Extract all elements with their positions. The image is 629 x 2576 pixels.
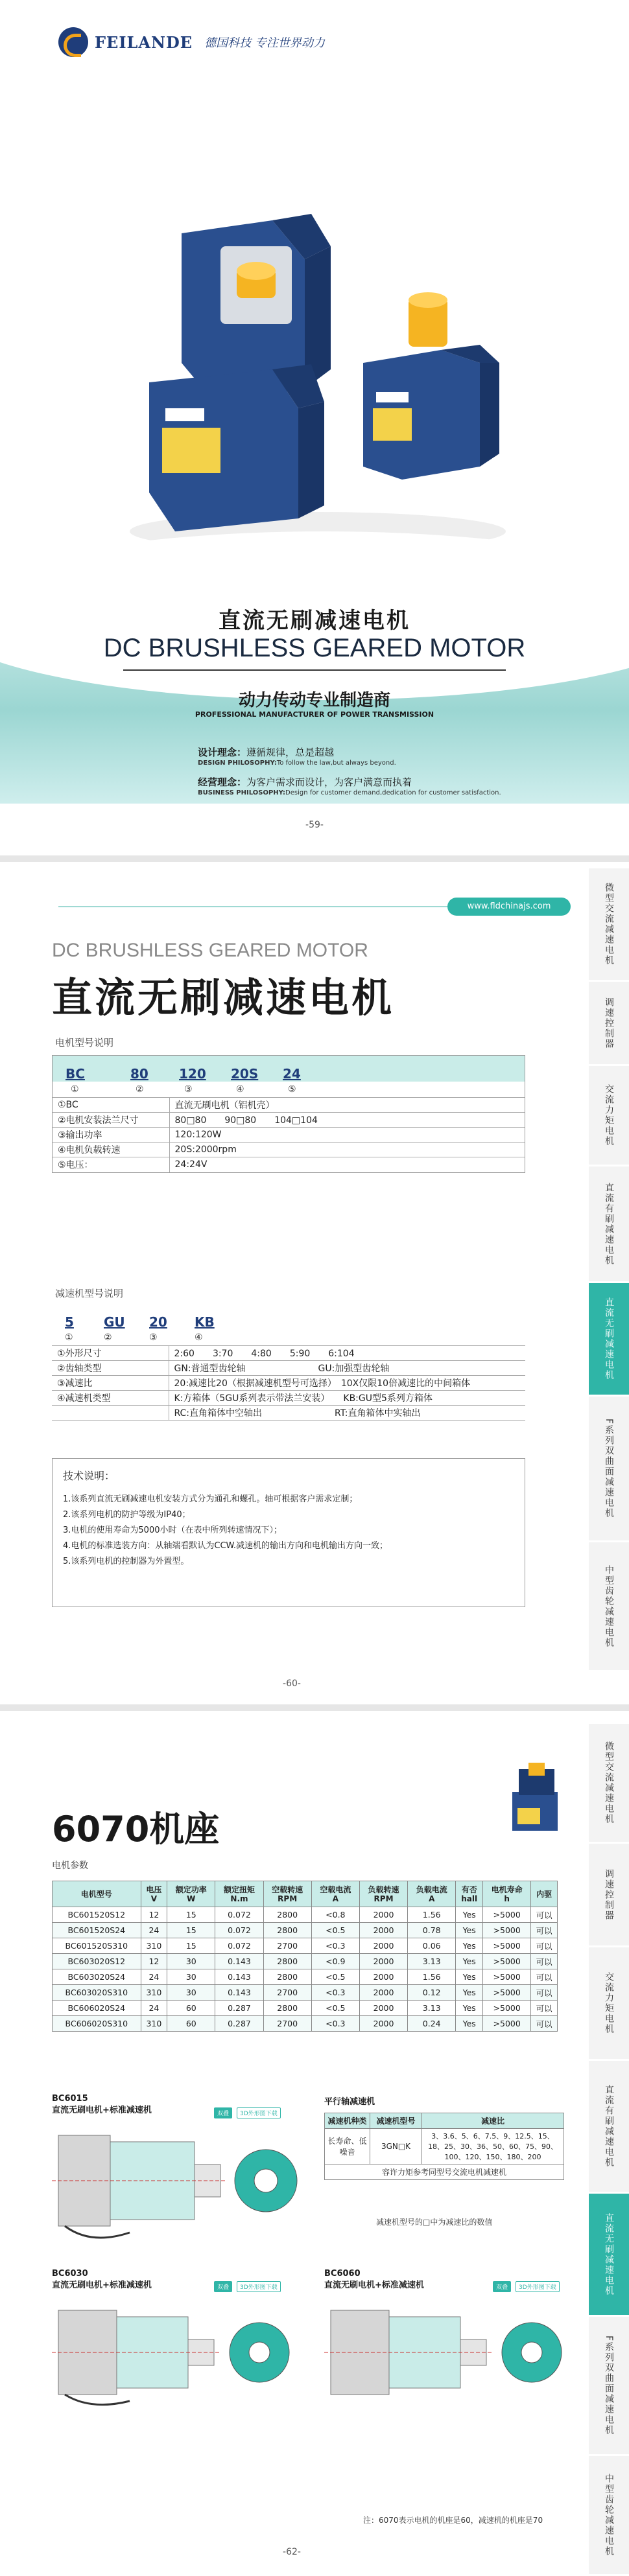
table-cell: >5000 xyxy=(483,1954,531,1969)
motor-product-image xyxy=(117,194,519,557)
diagram-desc: 直流无刷电机+标准减速机 xyxy=(324,2280,424,2290)
table-cell: Yes xyxy=(456,1938,483,1954)
table-row xyxy=(52,1346,525,1361)
diagram-title xyxy=(324,2268,424,2292)
cover-title-cn: 直流无刷减速电机 xyxy=(219,608,410,634)
table-cell: 1.56 xyxy=(408,1907,456,1923)
logo-icon xyxy=(58,27,88,57)
main-slogan xyxy=(0,687,629,711)
table-cell: 2000 xyxy=(359,1907,407,1923)
table-cell: Yes xyxy=(456,2001,483,2016)
row-key: ①外形尺寸 xyxy=(52,1346,169,1361)
table-cell: 0.072 xyxy=(215,1938,263,1954)
col-header: 负载电流 A xyxy=(408,1881,456,1907)
table-cell: 2800 xyxy=(263,1907,311,1923)
table-cell: BC606020S310 xyxy=(53,2016,141,2032)
row-value: 直流无刷电机（铝机壳） xyxy=(169,1098,525,1113)
table-cell: BC606020S24 xyxy=(53,2001,141,2016)
code-index: ④ xyxy=(195,1332,203,1343)
page-number: -60- xyxy=(283,1678,301,1689)
table-cell: <0.3 xyxy=(311,2016,359,2032)
table-cell: >5000 xyxy=(483,1985,531,2001)
page-title: 6070机座 xyxy=(52,1809,220,1850)
table-cell: >5000 xyxy=(483,2001,531,2016)
table-cell: 可以 xyxy=(531,1923,558,1938)
table-row xyxy=(53,1098,525,1113)
table-cell: 30 xyxy=(167,1985,215,2001)
table-row xyxy=(53,1157,525,1172)
side-tab-label: 调速控制器 xyxy=(604,997,614,1049)
motor-code-index xyxy=(53,1082,525,1097)
row-value: 2:60 3:70 4:80 5:90 6:104 xyxy=(169,1346,525,1361)
design-text: 遵循规律，总是超越 xyxy=(246,747,335,758)
business-en-label: BUSINESS PHILOSOPHY: xyxy=(198,789,286,796)
table-header xyxy=(53,1881,558,1907)
row-key xyxy=(52,1406,169,1421)
table-cell: Yes xyxy=(456,1969,483,1985)
row-key: ④减速机类型 xyxy=(52,1391,169,1406)
table-row xyxy=(53,1907,558,1923)
table-cell: 12 xyxy=(141,1954,167,1969)
side-tab-label: 直流无刷减速电机 xyxy=(604,2212,614,2296)
gear-model-box xyxy=(52,1304,525,1421)
table-cell: 1.56 xyxy=(408,1969,456,1985)
brand-slogan: 德国科技 专注世界动力 xyxy=(204,36,325,50)
gear-code: 20 xyxy=(149,1314,167,1330)
row-value: K:方箱体（5GU系列表示带法兰安装） KB:GU型5系列方箱体 xyxy=(169,1391,525,1406)
table-cell: 0.143 xyxy=(215,1969,263,1985)
header-line xyxy=(58,906,447,907)
table-row xyxy=(53,1985,558,2001)
badge-double[interactable]: 双叠 xyxy=(214,2281,232,2292)
table-cell: 0.287 xyxy=(215,2001,263,2016)
table-cell: 24 xyxy=(141,2001,167,2016)
tech-notes xyxy=(52,1458,525,1607)
main-slogan-rest: 专业制造商 xyxy=(306,691,391,710)
table-cell: BC601520S12 xyxy=(53,1907,141,1923)
side-tab-label: 中型齿轮减速电机 xyxy=(604,2474,614,2557)
code-index: ② xyxy=(104,1332,112,1343)
badge-double[interactable]: 双叠 xyxy=(214,2107,232,2118)
heading-en: DC BRUSHLESS GEARED MOTOR xyxy=(52,940,368,961)
table-cell: >5000 xyxy=(483,1907,531,1923)
table-cell: BC601520S310 xyxy=(53,1938,141,1954)
download-3d-button[interactable]: 3D外形图下载 xyxy=(516,2281,560,2292)
table-cell: 0.072 xyxy=(215,1907,263,1923)
table-cell: 310 xyxy=(141,2016,167,2032)
code-index: ① xyxy=(65,1332,73,1343)
col-header: 额定功率 W xyxy=(167,1881,215,1907)
side-tab-active[interactable] xyxy=(589,1283,629,1397)
table-cell: BC601520S24 xyxy=(53,1923,141,1938)
table-cell: 2000 xyxy=(359,1923,407,1938)
table-cell: 2800 xyxy=(263,1969,311,1985)
table-cell: BC603020S24 xyxy=(53,1969,141,1985)
col-header: 减速机种类 xyxy=(325,2113,370,2129)
table-cell: >5000 xyxy=(483,2016,531,2032)
row-value: 24:24V xyxy=(169,1157,525,1172)
table-cell: 可以 xyxy=(531,1985,558,2001)
gear-note: 减速机型号的□中为减速比的数值 xyxy=(376,2218,493,2227)
row-value: 80□80 90□80 104□104 xyxy=(169,1113,525,1128)
motor-code-row xyxy=(53,1056,525,1082)
col-header: 电机寿命 h xyxy=(483,1881,531,1907)
footnote: 注：6070表示电机的机座是60，减速机的机座是70 xyxy=(363,2516,543,2525)
motor-thumbnail xyxy=(499,1763,571,1837)
code-index: ④ xyxy=(236,1084,244,1095)
table-row xyxy=(53,1128,525,1143)
table-cell: 0.287 xyxy=(215,2016,263,2032)
main-slogan-bold: 动力传动 xyxy=(238,691,306,710)
parallel-gear-table xyxy=(324,2113,564,2180)
row-value: RC:直角箱体中空轴出 RT:直角箱体中实轴出 xyxy=(169,1406,525,1421)
table-cell: 2000 xyxy=(359,2016,407,2032)
tech-line: 3.电机的使用寿命为5000小时（在表中所列转速情况下）； xyxy=(63,1526,282,1535)
cell: 长寿命、低噪音 xyxy=(325,2129,370,2164)
table-cell: 2800 xyxy=(263,2001,311,2016)
table-cell: 可以 xyxy=(531,1938,558,1954)
col-header: 空载电流 A xyxy=(311,1881,359,1907)
table-cell: 0.06 xyxy=(408,1938,456,1954)
motor-code: BC xyxy=(65,1066,85,1082)
design-label: 设计理念： xyxy=(198,747,247,758)
tech-line: 1.该系列直流无刷减速电机安装方式分为通孔和螺孔。轴可根据客户需求定制； xyxy=(63,1494,358,1504)
col-header: 减速比 xyxy=(422,2113,564,2129)
table-cell: 2700 xyxy=(263,2016,311,2032)
table-row xyxy=(53,1969,558,1985)
cell: 容许力矩参考同型号交流电机减速机 xyxy=(325,2164,564,2180)
logo-text: FEILANDE xyxy=(95,32,193,52)
motor-code: 20S xyxy=(231,1066,259,1082)
cell: 3、3.6、5、6、7.5、9、12.5、15、18、25、30、36、50、60、75、90、100、120、150、180、200 xyxy=(422,2129,564,2164)
row-value: 20:减速比20（根据减速机型号可选择） 10X仅限10倍减速比的中间箱体 xyxy=(169,1376,525,1391)
table-cell: 15 xyxy=(167,1923,215,1938)
table-cell: 0.78 xyxy=(408,1923,456,1938)
download-3d-button[interactable]: 3D外形图下载 xyxy=(237,2281,281,2292)
table-row xyxy=(53,1923,558,1938)
code-index: ⑤ xyxy=(288,1084,296,1095)
param-label: 电机参数 xyxy=(52,1861,88,1871)
table-cell: 0.072 xyxy=(215,1923,263,1938)
side-tab-label: 直流有刷减速电机 xyxy=(604,1182,614,1266)
model-page xyxy=(0,1711,629,2576)
spec-page xyxy=(0,862,629,1704)
side-tab[interactable] xyxy=(589,1542,629,1672)
side-tab-label: 调速控制器 xyxy=(604,1868,614,1921)
table-cell: 2800 xyxy=(263,1923,311,1938)
table-cell: 2800 xyxy=(263,1954,311,1969)
design-concept xyxy=(198,745,334,759)
col-header: 空载转速 RPM xyxy=(263,1881,311,1907)
table-cell: >5000 xyxy=(483,1923,531,1938)
table-cell: 可以 xyxy=(531,1969,558,1985)
website-url[interactable]: www.fldchinajs.com xyxy=(447,898,571,916)
row-key: ②电机安装法兰尺寸 xyxy=(53,1113,169,1128)
col-header: 内驱 xyxy=(531,1881,558,1907)
table-cell: BC603020S12 xyxy=(53,1954,141,1969)
motor-model-label: 电机型号说明 xyxy=(55,1037,114,1049)
table-cell: 3.13 xyxy=(408,1954,456,1969)
parallel-gear-title: 平行轴减速机 xyxy=(324,2097,375,2107)
table-cell: 可以 xyxy=(531,1954,558,1969)
diagram-model: BC6015 xyxy=(52,2094,88,2104)
design-en-label: DESIGN PHILOSOPHY: xyxy=(198,760,277,767)
motor-param-table xyxy=(52,1881,558,2032)
table-cell: <0.3 xyxy=(311,1938,359,1954)
bc6030-drawing xyxy=(52,2297,298,2414)
business-text: 为客户需求而设计，为客户满意而执着 xyxy=(246,776,412,788)
table-row xyxy=(52,1376,525,1391)
table-cell: 60 xyxy=(167,2001,215,2016)
side-tab[interactable] xyxy=(589,982,629,1066)
side-tab-active[interactable] xyxy=(589,2194,629,2317)
table-cell: <0.5 xyxy=(311,1923,359,1938)
download-3d-button[interactable]: 3D外形图下载 xyxy=(237,2107,281,2118)
brand-logo[interactable] xyxy=(58,27,325,57)
side-tab[interactable] xyxy=(589,2061,629,2194)
col-header: 有否 hall xyxy=(456,1881,483,1907)
table-row xyxy=(53,2001,558,2016)
page-number: -62- xyxy=(283,2547,301,2557)
table-row xyxy=(53,1143,525,1157)
table-row xyxy=(53,1954,558,1969)
table-cell: <0.9 xyxy=(311,1954,359,1969)
tech-title: 技术说明： xyxy=(63,1470,115,1482)
side-tab[interactable] xyxy=(589,868,629,982)
gear-code: 5 xyxy=(65,1314,74,1330)
code-index: ① xyxy=(71,1084,79,1095)
col-header: 负载转速 RPM xyxy=(359,1881,407,1907)
design-en xyxy=(198,760,396,767)
table-cell: 30 xyxy=(167,1969,215,1985)
tech-line: 2.该系列电机的防护等级为IP40； xyxy=(63,1510,191,1520)
business-en xyxy=(198,789,501,796)
diagram-title xyxy=(52,2093,152,2117)
table-cell: 15 xyxy=(167,1938,215,1954)
side-tab-label: F系列双曲面减速电机 xyxy=(604,1418,614,1519)
row-key: ②齿轴类型 xyxy=(52,1361,169,1376)
table-cell: Yes xyxy=(456,1923,483,1938)
side-tab-label: 微型交流减速电机 xyxy=(604,1741,614,1824)
table-cell: 2000 xyxy=(359,2001,407,2016)
sub-slogan: PROFESSIONAL MANUFACTURER OF POWER TRANSMISSION xyxy=(195,710,434,719)
table-row xyxy=(53,1938,558,1954)
badge-double[interactable]: 双叠 xyxy=(493,2281,511,2292)
side-tab-label: 微型交流减速电机 xyxy=(604,883,614,966)
table-row xyxy=(52,1361,525,1376)
side-tab[interactable] xyxy=(589,1397,629,1542)
table-cell: 310 xyxy=(141,1938,167,1954)
gear-model-label: 减速机型号说明 xyxy=(55,1288,124,1299)
tech-line: 4.电机的标准选装方向：从轴端看默认为CCW.减速机的输出方向和电机输出方向一致； xyxy=(63,1541,388,1551)
diagram-model: BC6060 xyxy=(324,2269,361,2279)
cover-page xyxy=(0,0,629,855)
side-nav xyxy=(589,862,629,1704)
table-cell: 2700 xyxy=(263,1938,311,1954)
table-cell: 310 xyxy=(141,1985,167,2001)
side-nav xyxy=(589,1711,629,2576)
table-cell: 12 xyxy=(141,1907,167,1923)
diagram-desc: 直流无刷电机+标准减速机 xyxy=(52,2280,152,2290)
table-cell: 2000 xyxy=(359,1985,407,2001)
table-cell: 可以 xyxy=(531,2001,558,2016)
table-cell: >5000 xyxy=(483,1969,531,1985)
side-tab[interactable] xyxy=(589,1844,629,1947)
table-cell: 0.143 xyxy=(215,1985,263,2001)
page-number: -59- xyxy=(305,820,324,830)
table-row xyxy=(53,2016,558,2032)
diagram-title xyxy=(52,2268,152,2292)
table-cell: 0.24 xyxy=(408,2016,456,2032)
side-tab-label: 直流有刷减速电机 xyxy=(604,2085,614,2168)
code-index: ③ xyxy=(184,1084,193,1095)
design-en-text: To follow the law,but always beyond. xyxy=(276,760,396,767)
table-cell: 24 xyxy=(141,1969,167,1985)
table-body xyxy=(53,1907,558,2032)
table-cell: 15 xyxy=(167,1907,215,1923)
table-cell: 3.13 xyxy=(408,2001,456,2016)
table-cell: 可以 xyxy=(531,2016,558,2032)
table-cell: 30 xyxy=(167,1954,215,1969)
motor-code: 80 xyxy=(130,1066,148,1082)
code-index: ③ xyxy=(149,1332,158,1343)
table-cell: <0.5 xyxy=(311,1969,359,1985)
row-value: 120:120W xyxy=(169,1128,525,1143)
tech-line: 5.该系列电机的控制器为外置型。 xyxy=(63,1557,189,1566)
page-separator xyxy=(0,855,629,862)
motor-code: 24 xyxy=(283,1066,301,1082)
side-tab-label: F系列双曲面减速电机 xyxy=(604,2335,614,2436)
table-cell: Yes xyxy=(456,1985,483,2001)
bc6015-drawing xyxy=(52,2122,298,2245)
side-tab[interactable] xyxy=(589,2456,629,2576)
table-cell: >5000 xyxy=(483,1938,531,1954)
row-value: GN:普通型齿轮轴 GU:加强型齿轮轴 xyxy=(169,1361,525,1376)
divider xyxy=(123,669,506,671)
gear-code-index xyxy=(52,1330,525,1345)
table-cell: <0.5 xyxy=(311,2001,359,2016)
gear-code: GU xyxy=(104,1314,125,1330)
table-cell: 0.143 xyxy=(215,1954,263,1969)
row-key: ⑤电压： xyxy=(53,1157,169,1172)
col-header: 电机型号 xyxy=(53,1881,141,1907)
page-separator xyxy=(0,1704,629,1711)
table-cell: Yes xyxy=(456,1907,483,1923)
side-tab-label: 直流无刷减速电机 xyxy=(604,1297,614,1380)
bc6060-drawing xyxy=(324,2297,571,2414)
business-en-text: Design for customer demand,dedication for customer satisfaction. xyxy=(285,789,501,796)
code-index: ② xyxy=(136,1084,144,1095)
table-row xyxy=(325,2113,564,2129)
table-cell: 2700 xyxy=(263,1985,311,2001)
col-header: 电压 V xyxy=(141,1881,167,1907)
table-cell: 2000 xyxy=(359,1938,407,1954)
business-concept xyxy=(198,775,412,789)
table-cell: 24 xyxy=(141,1923,167,1938)
side-tab[interactable] xyxy=(589,1724,629,1844)
side-tab[interactable] xyxy=(589,2317,629,2456)
heading-cn: 直流无刷减速电机 xyxy=(52,974,395,1021)
cover-title-en: DC BRUSHLESS GEARED MOTOR xyxy=(103,634,526,662)
side-tab-label: 交流力矩电机 xyxy=(604,1084,614,1146)
table-row xyxy=(53,1113,525,1128)
side-tab-label: 交流力矩电机 xyxy=(604,1972,614,2034)
table-cell: Yes xyxy=(456,1954,483,1969)
side-tab[interactable] xyxy=(589,1066,629,1166)
side-tab-label: 中型齿轮减速电机 xyxy=(604,1564,614,1648)
table-cell: 可以 xyxy=(531,1907,558,1923)
gear-code-row xyxy=(52,1304,525,1330)
table-cell: <0.8 xyxy=(311,1907,359,1923)
motor-model-table xyxy=(53,1097,525,1172)
row-key: ①BC xyxy=(53,1098,169,1113)
col-header: 额定扭矩 N.m xyxy=(215,1881,263,1907)
gear-code: KB xyxy=(195,1314,215,1330)
diagram-model: BC6030 xyxy=(52,2269,88,2279)
table-cell: BC603020S310 xyxy=(53,1985,141,2001)
table-cell: 2000 xyxy=(359,1954,407,1969)
motor-code: 120 xyxy=(179,1066,206,1082)
table-row xyxy=(325,2129,564,2164)
table-cell: 0.12 xyxy=(408,1985,456,2001)
table-cell: Yes xyxy=(456,2016,483,2032)
table-cell: 2000 xyxy=(359,1969,407,1985)
side-tab[interactable] xyxy=(589,1166,629,1283)
table-row xyxy=(325,2164,564,2180)
table-row xyxy=(52,1406,525,1421)
gear-model-table xyxy=(52,1345,525,1421)
table-row xyxy=(52,1391,525,1406)
business-label: 经营理念： xyxy=(198,776,247,788)
side-tab[interactable] xyxy=(589,1947,629,2061)
table-cell: <0.3 xyxy=(311,1985,359,2001)
row-key: ③输出功率 xyxy=(53,1128,169,1143)
table-cell: 60 xyxy=(167,2016,215,2032)
row-value: 20S:2000rpm xyxy=(169,1143,525,1157)
cell: 3GN□K xyxy=(370,2129,422,2164)
motor-model-box xyxy=(52,1055,525,1173)
row-key: ③减速比 xyxy=(52,1376,169,1391)
col-header: 减速机型号 xyxy=(370,2113,422,2129)
row-key: ④电机负载转速 xyxy=(53,1143,169,1157)
diagram-desc: 直流无刷电机+标准减速机 xyxy=(52,2106,152,2115)
